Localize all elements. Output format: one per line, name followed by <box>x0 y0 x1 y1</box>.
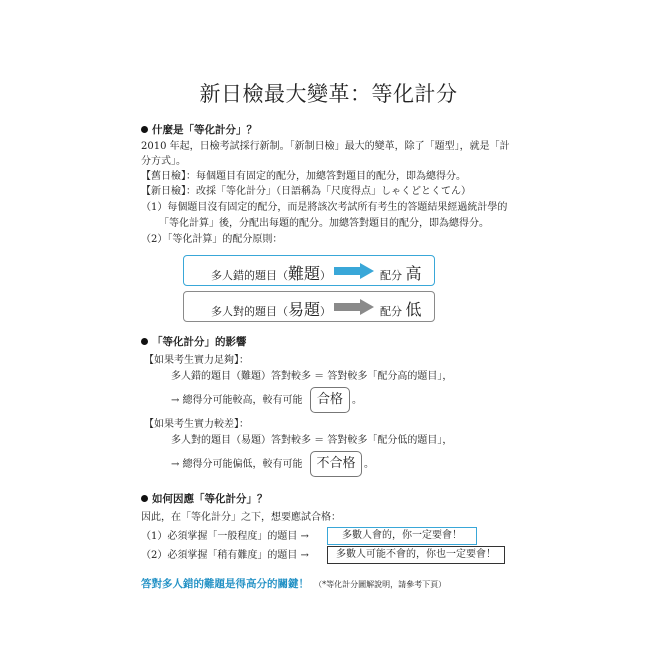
case2-label: 【如果考生實力較差】： <box>144 419 249 430</box>
pass-badge: 合格 <box>310 387 350 413</box>
s1-line-6: 「等化計算」後，分配出每題的配分。加總答對題目的配分，即為總得分。 <box>159 218 489 229</box>
bullet-icon <box>141 495 148 502</box>
section1-heading <box>141 122 257 137</box>
section3-heading-text: 如何因應「等化計分」？ <box>152 493 268 505</box>
bullet-icon <box>141 338 148 345</box>
flow-box-hard <box>183 255 435 286</box>
s3-item1-box: 多數人會的，你一定要會！ <box>327 527 477 545</box>
s1-line-5: （1）每個題目沒有固定的配分，而是將該次考試所有考生的答題結果經過統計學的 <box>141 202 508 213</box>
flow-hard-label: 多人錯的題目（難題） <box>211 264 332 283</box>
footer-note: （*等化計分圖解說明，請參考下頁） <box>314 580 447 589</box>
section2-heading <box>141 334 247 349</box>
bullet-icon <box>141 126 148 133</box>
s3-item2-box: 多數人可能不會的，你也一定要會！ <box>327 546 505 564</box>
case2-end: 。 <box>364 459 374 470</box>
s1-line-1: 2010 年起，日檢考試採行新制。「新制日檢」最大的變革，除了「題型」，就是「計 <box>141 141 510 152</box>
page-title: 新日檢最大變革：等化計分 <box>199 82 458 106</box>
s1-line-4: 【新日檢】：改採「等化計分」（日語稱為「尺度得点」しゃくどとくてん） <box>141 186 471 197</box>
s1-line-2: 分方式」。 <box>141 156 186 167</box>
case1-label: 【如果考生實力足夠】： <box>144 355 249 366</box>
flow-easy-result: 配分 低 <box>380 300 422 319</box>
fail-badge: 不合格 <box>310 451 362 477</box>
s3-item2: （2）必須掌握「稍有難度」的題目 → <box>141 550 309 561</box>
case1-end: 。 <box>352 395 362 406</box>
section3-heading <box>141 491 268 506</box>
section1-heading-text: 什麼是「等化計分」？ <box>152 124 257 136</box>
case1-result: → 總得分可能較高，較有可能 <box>171 395 303 406</box>
section2-heading-text: 「等化計分」的影響 <box>152 336 247 348</box>
arrow-right-icon <box>334 299 376 315</box>
s3-intro: 因此，在「等化計分」之下，想要應試合格： <box>141 512 341 523</box>
case1-line: 多人錯的題目（難題）答對較多 ＝ 答對較多「配分高的題目」， <box>171 371 453 382</box>
arrow-right-icon <box>334 263 376 279</box>
s1-line-3: 【舊日檢】：每個題目有固定的配分，加總答對題目的配分，即為總得分。 <box>141 171 466 182</box>
s1-line-7: （2）「等化計算」的配分原則： <box>141 234 283 245</box>
flow-easy-label: 多人對的題目（易題） <box>211 300 332 319</box>
footer <box>141 572 446 591</box>
s3-item1: （1）必須掌握「一般程度」的題目 → <box>141 531 309 542</box>
flow-hard-result: 配分 高 <box>380 264 422 283</box>
flow-box-easy <box>183 291 435 322</box>
footer-highlight: 答對多人錯的難題是得高分的關鍵！ <box>141 578 309 590</box>
case2-result: → 總得分可能偏低，較有可能 <box>171 459 303 470</box>
case2-line: 多人對的題目（易題）答對較多 ＝ 答對較多「配分低的題目」， <box>171 435 453 446</box>
